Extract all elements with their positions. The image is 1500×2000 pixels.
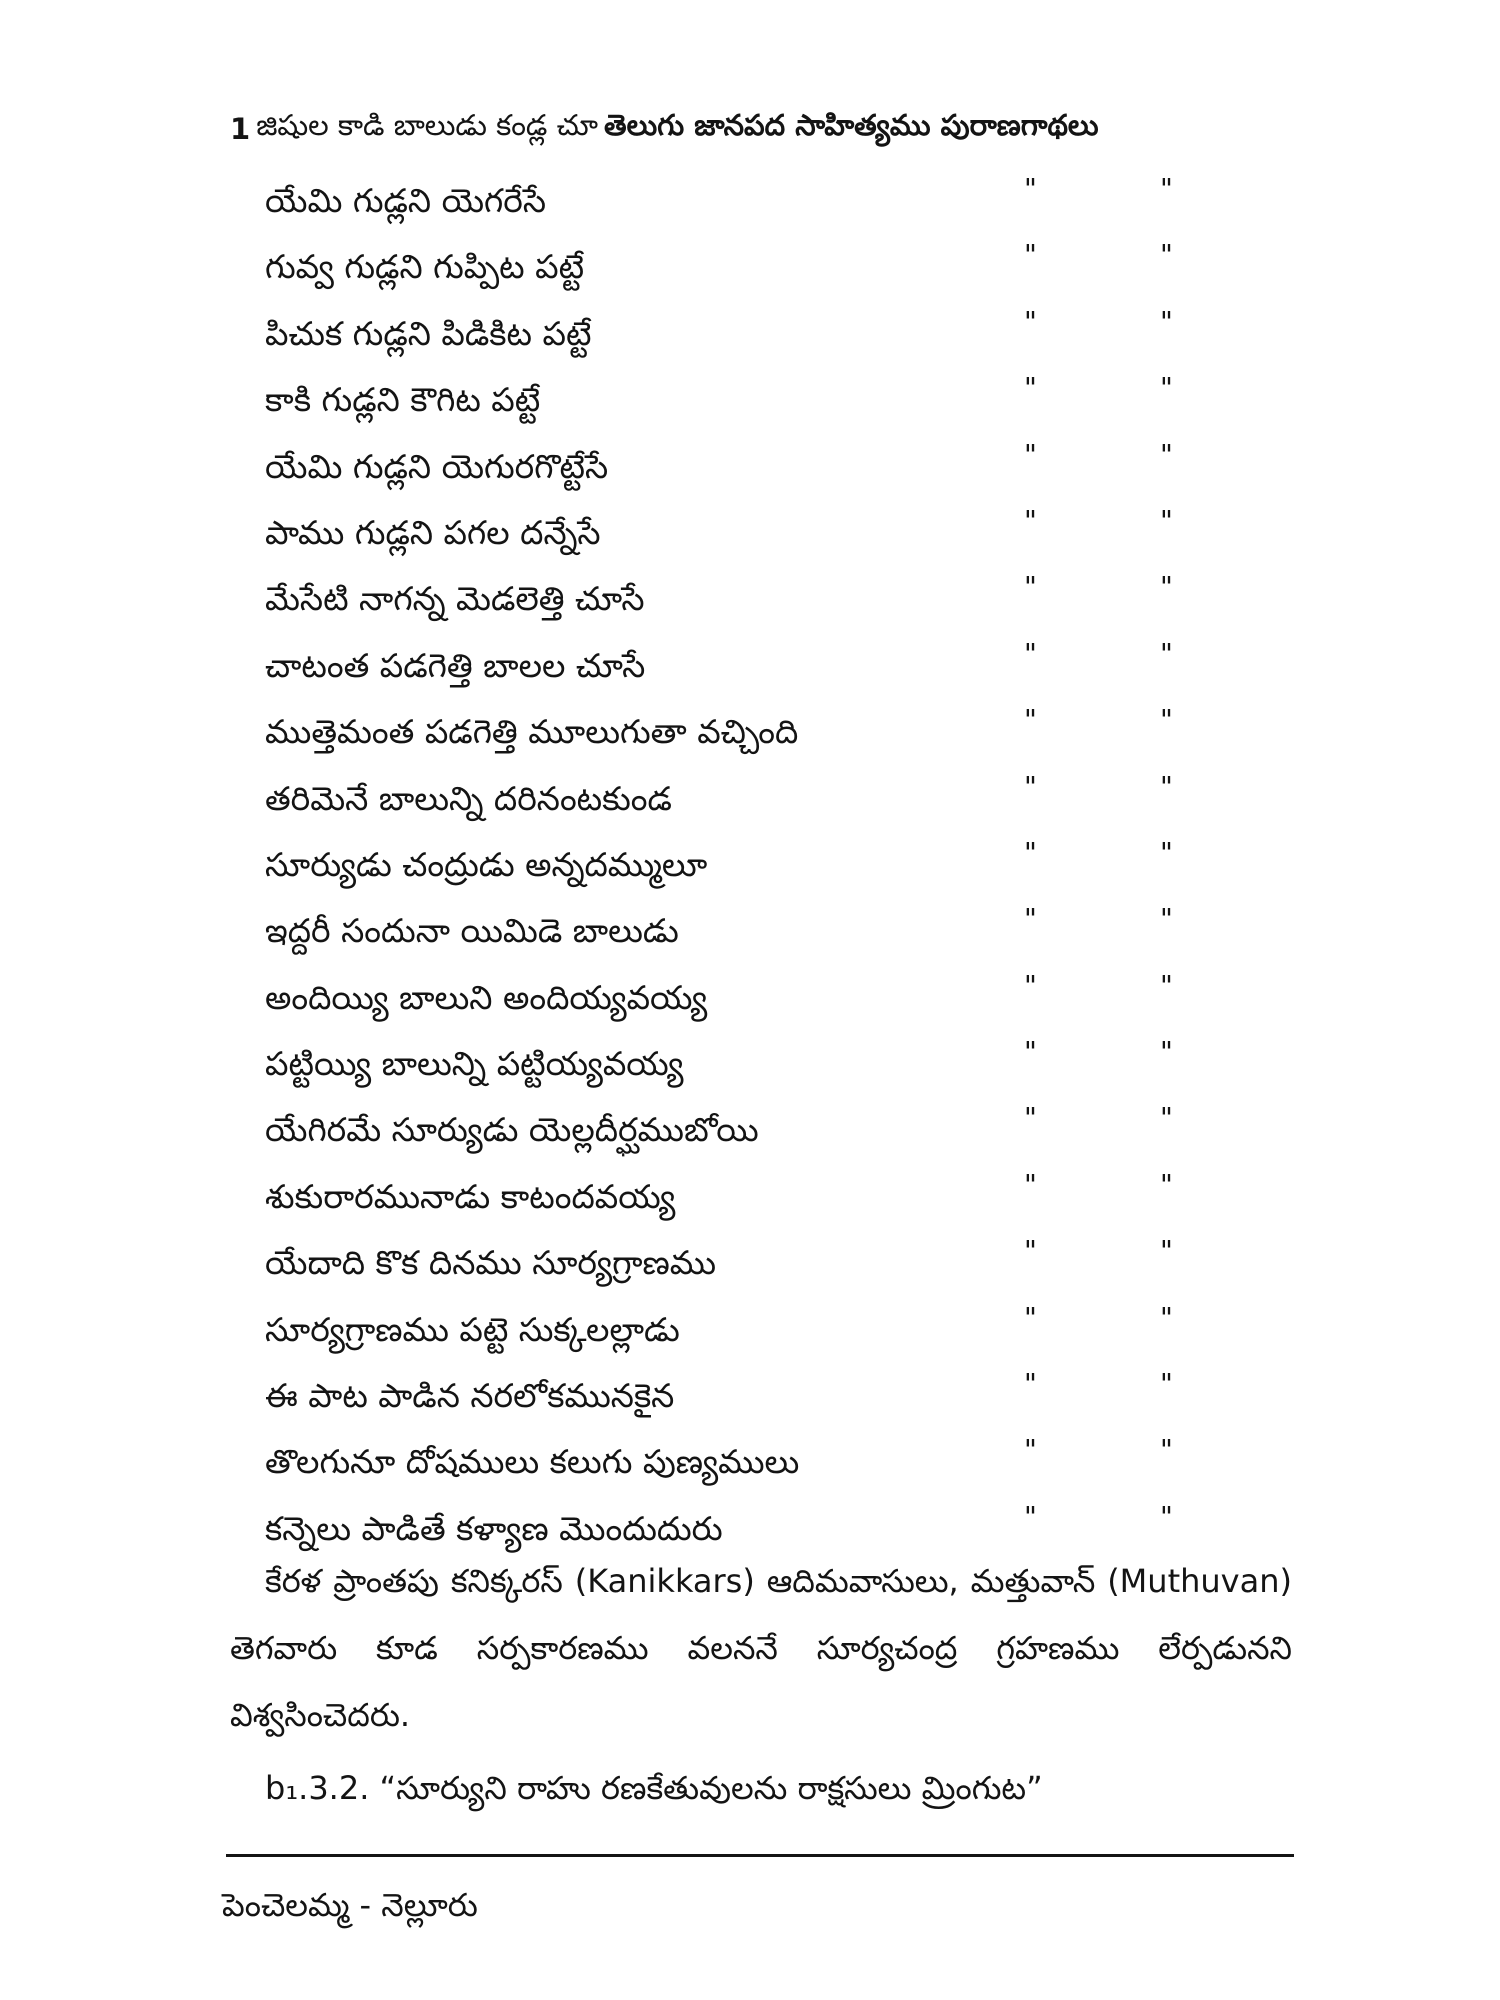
- ditto-mark: ": [1160, 238, 1173, 272]
- verse-line: [0, 1230, 1500, 1296]
- ditto-mark: ": [1024, 902, 1037, 936]
- ditto-mark: ": [1024, 968, 1037, 1002]
- footnote: పెంచెలమ్మ - నెల్లూరు: [222, 1886, 478, 1924]
- verse-number: 1: [230, 112, 251, 146]
- verse-text: యేమి గుడ్లని యెగరేసే: [265, 181, 546, 220]
- ditto-mark: ": [1160, 703, 1173, 737]
- section-heading: b₁.3.2. “సూర్యుని రాహు రణకేతువులను రాక్షసులు మ్రింగుట”: [265, 1769, 1043, 1807]
- verse-line: [0, 1164, 1500, 1230]
- ditto-mark: ": [1160, 835, 1173, 869]
- ditto-mark: ": [1160, 769, 1173, 803]
- verse-line: [0, 500, 1500, 566]
- ditto-mark: ": [1160, 968, 1173, 1002]
- ditto-mark: ": [1024, 1035, 1037, 1069]
- verse-line: [0, 1429, 1500, 1495]
- verse-text: శుకురారమునాడు కాటందవయ్య: [265, 1176, 676, 1216]
- verse-text: కన్నెలు పాడితే కళ్యాణ మొందుదురు: [265, 1508, 723, 1548]
- ditto-mark: ": [1160, 1101, 1173, 1135]
- verse-text: మేసేటి నాగన్న మెడలెత్తి చూసే: [265, 579, 645, 619]
- ditto-mark: ": [1024, 636, 1037, 670]
- verse-text: తరిమెనే బాలున్ని దరినంటకుండ: [265, 778, 672, 818]
- ditto-mark: ": [1024, 769, 1037, 803]
- verse-line: [0, 234, 1500, 300]
- verse-text: గువ్వ గుడ్లని గుప్పిట పట్టే: [265, 247, 585, 287]
- ditto-mark: ": [1160, 1234, 1173, 1268]
- verse-text: పిచుక గుడ్లని పిడికిట పట్టే: [265, 313, 592, 353]
- ditto-mark: ": [1160, 304, 1173, 338]
- verse-text: యేగిరమే సూర్యుడు యెల్లదీర్ఘముబోయి: [265, 1110, 759, 1150]
- verse-line: [0, 367, 1500, 433]
- verse-text: సూర్యగ్రాణము పట్టె సుక్కలల్లాడు: [265, 1309, 680, 1349]
- verse-line: [0, 633, 1500, 699]
- ditto-mark: ": [1160, 1035, 1173, 1069]
- verse-text: చాటంత పడగెత్తి బాలల చూసే: [265, 645, 646, 685]
- ditto-mark: ": [1024, 1499, 1037, 1533]
- ditto-mark: ": [1160, 437, 1173, 471]
- verse-line: [0, 1031, 1500, 1097]
- ditto-mark: ": [1160, 1499, 1173, 1533]
- ditto-mark: ": [1024, 437, 1037, 471]
- verse-line: [0, 1363, 1500, 1429]
- ditto-mark: ": [1160, 1167, 1173, 1201]
- ditto-mark: ": [1024, 835, 1037, 869]
- ditto-mark: ": [1160, 371, 1173, 405]
- ditto-mark: ": [1024, 1433, 1037, 1467]
- ditto-mark: ": [1024, 1167, 1037, 1201]
- verse-text: తొలగునూ దోషములు కలుగు పుణ్యములు: [265, 1442, 800, 1482]
- ditto-mark: ": [1024, 1234, 1037, 1268]
- verse-text: పాము గుడ్లని పగల దన్నేసే: [265, 512, 601, 552]
- verse-line: [0, 699, 1500, 765]
- verse-line: [0, 832, 1500, 898]
- ditto-mark: ": [1160, 172, 1173, 205]
- verse-line: [0, 965, 1500, 1031]
- verse-line: [0, 434, 1500, 500]
- ditto-mark: ": [1160, 1300, 1173, 1334]
- ditto-mark: ": [1160, 636, 1173, 670]
- header-line: [230, 104, 1310, 154]
- ditto-mark: ": [1024, 703, 1037, 737]
- ditto-mark: ": [1024, 570, 1037, 604]
- verse-line: [0, 566, 1500, 632]
- verse-text: అందియ్యి బాలుని అందియ్యవయ్య: [265, 977, 708, 1017]
- body-paragraph: కేరళ ప్రాంతపు కనిక్కరస్ (Kanikkars) ఆదిమవాసులు, మత్తువాన్ (Muthuvan) తెగవారు కూడ సర్పకారణము వలననే సూర్యచంద్ర గ్రహణము లేర్పడునని విశ్వసించెదరు.: [230, 1562, 1292, 1734]
- verse-text: ఇద్దరీ సందునా యిమిడె బాలుడు: [265, 911, 679, 951]
- verse-text: యేదాది కొక దినము సూర్యగ్రాణము: [265, 1243, 717, 1283]
- verse-line: [0, 1097, 1500, 1163]
- verse-line: [0, 301, 1500, 367]
- ditto-mark: ": [1024, 238, 1037, 272]
- ditto-mark: ": [1024, 304, 1037, 338]
- verse-text: సూర్యుడు చంద్రుడు అన్నదమ్ములూ: [265, 844, 708, 884]
- verse-line: [0, 766, 1500, 832]
- ditto-mark: ": [1160, 902, 1173, 936]
- ditto-mark: ": [1160, 503, 1173, 537]
- ditto-mark: ": [1024, 172, 1037, 205]
- ditto-mark: ": [1024, 1367, 1037, 1401]
- verse-text: ఈ పాట పాడిన నరలోకమునకైన: [265, 1376, 675, 1416]
- footnote-divider: [226, 1854, 1294, 1857]
- ditto-mark: ": [1160, 1367, 1173, 1401]
- verse-text: యేమి గుడ్లని యెగురగొట్టేసే: [265, 446, 609, 486]
- ditto-mark: ": [1024, 1300, 1037, 1334]
- ditto-mark: ": [1024, 503, 1037, 537]
- song-verses: [0, 168, 1500, 1562]
- running-book-title: తెలుగు జానపద సాహిత్యము పురాణగాథలు: [604, 108, 1099, 142]
- verse-text: కాకి గుడ్లని కౌగిట పట్టే: [265, 380, 541, 420]
- verse-text: పట్టియ్యి బాలున్ని పట్టియ్యవయ్య: [265, 1044, 684, 1084]
- ditto-mark: ": [1160, 570, 1173, 604]
- verse-line: [0, 898, 1500, 964]
- ditto-mark: ": [1024, 1101, 1037, 1135]
- verse-line: [0, 168, 1500, 234]
- verse-text: ముత్తెమంత పడగెత్తి మూలుగుతా వచ్చింది: [265, 712, 799, 752]
- first-verse-text: జిషుల కాడి బాలుడు కండ్ల చూ: [256, 108, 599, 142]
- ditto-mark: ": [1024, 371, 1037, 405]
- ditto-mark: ": [1160, 1433, 1173, 1467]
- verse-line: [0, 1297, 1500, 1363]
